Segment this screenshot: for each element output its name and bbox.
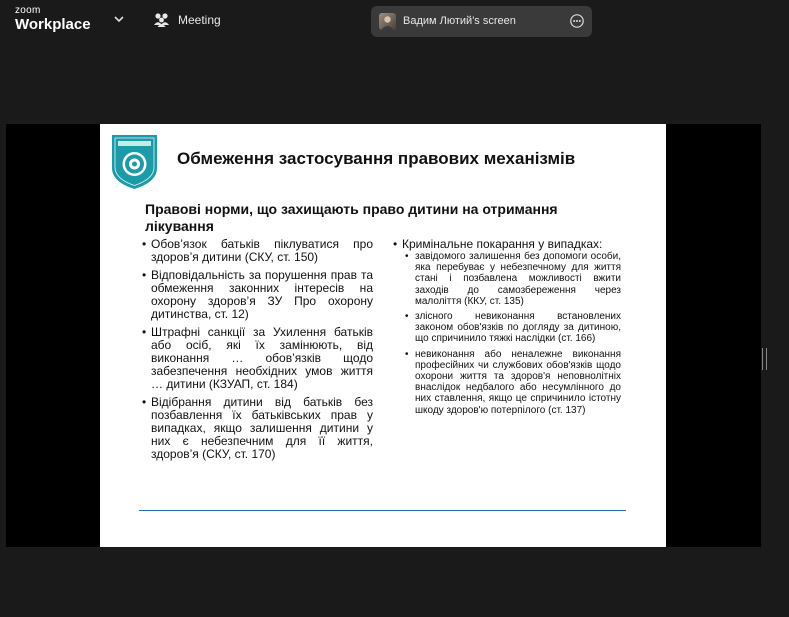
right-column <box>393 238 621 421</box>
resize-handle[interactable] <box>762 348 767 370</box>
more-options-icon[interactable] <box>570 14 584 28</box>
slide-divider-line <box>139 510 626 511</box>
right-heading: Кримінальне покарання у випадках: <box>402 237 603 251</box>
slide-title: Обмеження застосування правових механізмів <box>177 149 576 168</box>
meeting-tab[interactable] <box>153 12 221 27</box>
right-sub-bullet: • невиконання або неналежне виконання професійних чи службових обов'язків щодо охорони життя та здоров'я неповнолітніх внаслідок недбалого або несумлінного до них ставлення, якщо це спричинило істотну шкоду здоров'ю потерпілого (ст. 137) <box>402 349 621 416</box>
right-sub-bullet: • завідомого залишення без допомоги особи, яка перебуває у небезпечному для життя стані і позбавлена можливості вжити заходів до самозбереження через малоліття (ККУ, ст. 135) <box>402 251 621 307</box>
screen-share-indicator[interactable] <box>371 6 592 37</box>
left-bullet: • Відібрання дитини від батьків без позбавлення їх батьківських прав у випадках, якщо залишення дитини у них є небезпечним для її життя, здоров’я (СКУ, ст. 170) <box>142 396 373 461</box>
slide-subtitle: Правові норми, що захищають право дитини на отримання лікування <box>145 201 558 234</box>
meeting-label: Meeting <box>178 12 221 27</box>
left-bullet: • Обов’язок батьків піклуватися про здоров’я дитини (СКУ, ст. 150) <box>142 238 373 264</box>
left-column <box>142 238 373 466</box>
logo-bottom-text: Workplace <box>15 16 91 33</box>
people-icon <box>153 12 170 27</box>
left-bullet: • Відповідальність за порушення прав та обмеження законних інтересів на охорону здоров’я ЗУ Про охорону дитинства, ст. 12) <box>142 269 373 321</box>
right-sub-bullet: • злісного невиконання встановлених законом обов'язків по догляду за дитиною, що спричинило тяжкі наслідки (ст. 166) <box>402 311 621 345</box>
presentation-slide <box>100 124 666 547</box>
zoom-workplace-logo[interactable] <box>15 6 91 33</box>
left-bullet: • Штрафні санкції за Ухилення батьків або осіб, які їх замінюють, від виконання … обов’язків щодо забезпечення необхідних умов життя … дитини (КЗУАП, ст. 184) <box>142 326 373 391</box>
right-heading-bullet <box>393 238 621 416</box>
avatar <box>379 13 396 30</box>
university-emblem-icon <box>111 134 158 190</box>
screen-owner-label: Вадим Лютий's screen <box>403 15 516 27</box>
top-bar <box>0 0 789 42</box>
chevron-down-icon[interactable] <box>112 12 126 26</box>
logo-top-text: zoom <box>15 5 41 16</box>
